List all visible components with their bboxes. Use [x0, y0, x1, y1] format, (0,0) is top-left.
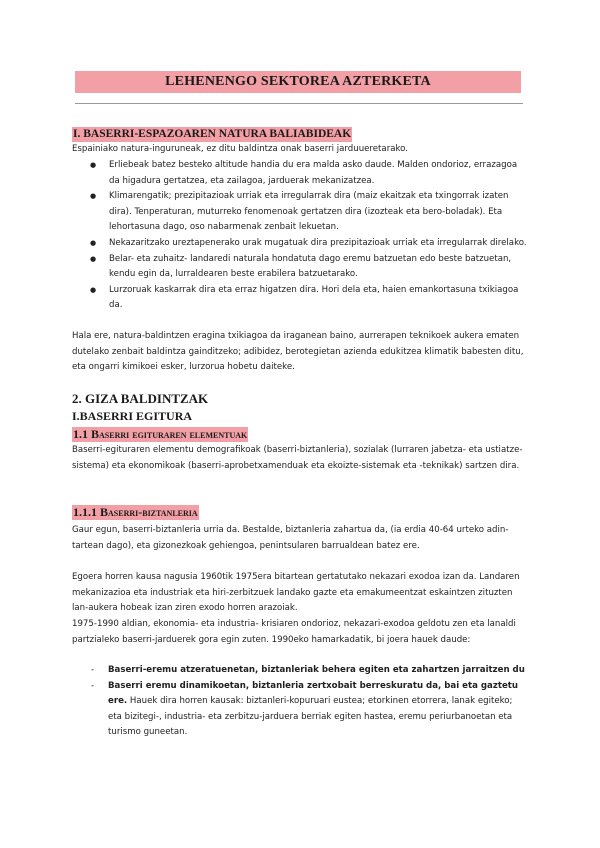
section-2-heading: 2. GIZA BALDINTZAK — [72, 391, 209, 406]
subsection-1-1-1-heading — [72, 505, 199, 520]
dash-item-bold: Baserri-eremu atzeratuenetan, biztanleriak behera egiten eta zahartzen jarraitzen du — [108, 665, 525, 675]
dash-item-bold: Baserri eremu dinamikoetan, biztanleria zertxobait berreskuratu da, bai eta gaztetu ere. — [108, 680, 518, 707]
section-1-closing: Hala ere, natura-baldintzen eragina txikiagoa da iraganean baino, aurrerapen teknikoek aukera ematen dutelako zenbait baldintza gainditzeko; adibidez, berotegietan azienda edukitzea klimatik babesten ditu, eta ongarri kimikoei esker, lurzorua hobetu daiteke. — [72, 331, 524, 373]
subsection-1-1-1-para-1: Gaur egun, baserri-biztanleria urria da. Bestalde, biztanleria zahartua da, (ia erdia 40-64 urteko adin-tartean dago), eta gizonezkoak gehiengoa, penintsularen barrualdean batez ere. — [72, 525, 509, 551]
section-1-bullet-list — [72, 158, 527, 314]
subsection-1-1-heading-text: 1.1 Baserri egituraren elementuak — [73, 427, 248, 441]
subsection-1-1-1-heading-text: 1.1.1 Baserri-biztanleria — [73, 505, 198, 519]
section-1-intro: Espainiako natura-inguruneak, ez ditu baldintza onak baserri jarduueretarako. — [72, 144, 409, 154]
section-1-heading — [72, 127, 352, 142]
dash-item-text: Hauek dira horren kausak: biztanleri-kopuruari eustea; etorkinen etorrera, lanak egiteko; eta bizitegi-, industria- eta zerbitzu-jarduera berriak egiten hastea, eremu periurbanoetan eta turismo guneetan. — [108, 696, 513, 738]
section-2-subheading: I.BASERRI EGITURA — [72, 409, 193, 423]
bullet-item: ● Lurzoruak kaskarrak dira eta erraz higatzen dira. Hori dela eta, haien emankortasuna txikiagoa da. — [72, 283, 527, 314]
bullet-item: ● Nekazaritzako ureztapenerako urak mugatuak dira prezipitazioak urriak eta irregularrak direlako. — [72, 236, 527, 252]
subsection-1-1-heading — [72, 427, 248, 442]
dash-item — [72, 679, 527, 741]
bullet-item: ● Belar- eta zuhaitz- landaredi naturala hondatuta dago eremu batzuetan edo beste batzuetan, kendu egin da, lurraldearen beste erabilera batzuetarako. — [72, 252, 527, 283]
subsection-1-1-1-para-2: Egoera horren kausa nagusia 1960tik 1975era bitartean gertatutako nekazari exodoa izan da. Landaren mekanizazioa eta industriak eta hiri-zerbitzuek landako gazte eta emakumeentzat eskaintzen zituzten lan-aukera hobeak izan ziren exodo horren arazoiak. — [72, 572, 520, 614]
subsection-1-1-text: Baserri-egituraren elementu demografikoak (baserri-biztanleria), sozialak (lurraren jabetza- eta ustiatze-sistema) eta ekonomikoak (baserri-aprobetxamenduak eta ekoizte-sistemak eta -teknikak) sartzen dira. — [72, 445, 523, 471]
title-divider — [75, 103, 523, 104]
subsection-1-1-1-para-3: 1975-1990 aldian, ekonomia- eta industria- krisiaren ondorioz, nekazari-exodoa geldotu zen eta lanaldi partzialeko baserri-jarduerek gora egin zuten. 1990eko hamarkadatik, bi joera hauek daude: — [72, 619, 516, 645]
bullet-item: ● Klimarengatik; prezipitazioak urriak eta irregularrak dira (maiz ekaitzak eta txingorrak izaten dira). Tenperaturan, muturreko fenomenoak gertatzen dira (izozteak eta bero-boladak). Eta lehortasuna dago, oso nabarmenak zenbait lekuetan. — [72, 189, 527, 236]
section-1-heading-text: I. BASERRI-ESPAZOAREN NATURA BALIABIDEAK — [73, 128, 352, 140]
dash-item — [72, 663, 527, 679]
trend-dash-list — [72, 663, 527, 741]
document-title: LEHENENGO SEKTOREA AZTERKETA — [75, 71, 521, 93]
bullet-item: ● Erliebeak batez besteko altitude handia du era malda asko daude. Malden ondorioz, errazagoa da higadura gertatzea, eta zailagoa, jarduerak mekanizatzea. — [72, 158, 527, 189]
